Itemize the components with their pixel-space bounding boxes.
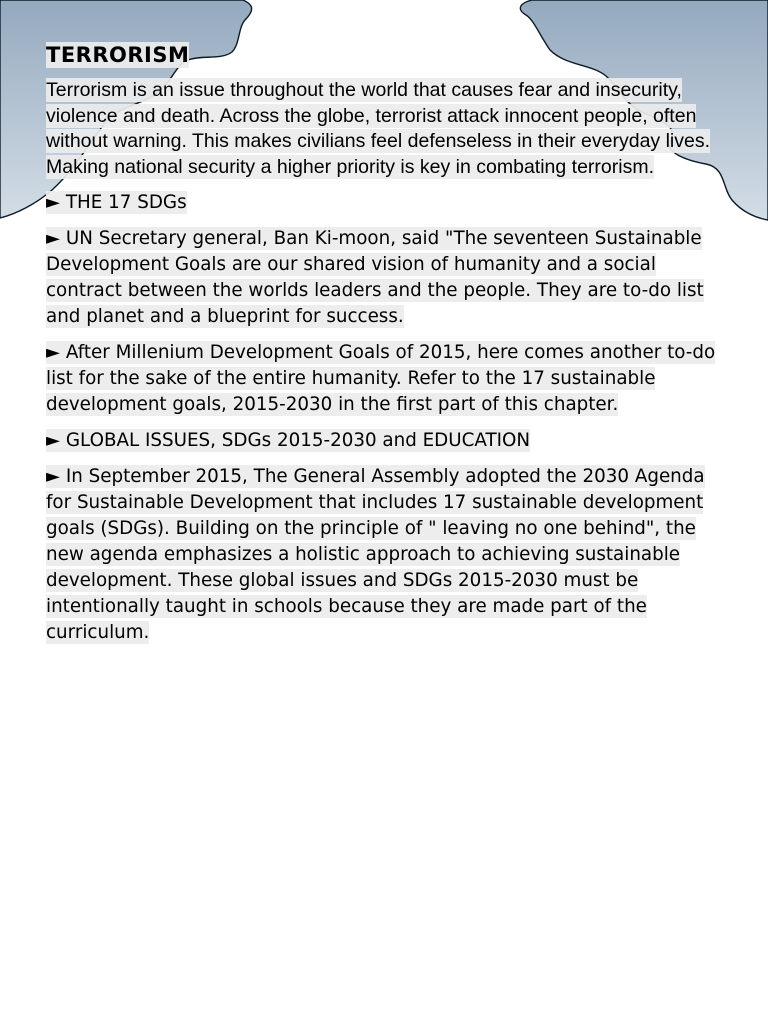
bullet-text: ► GLOBAL ISSUES, SDGs 2015-2030 and EDUCATION — [46, 429, 531, 451]
bullet-item — [46, 226, 726, 330]
intro-text: Terrorism is an issue throughout the world that causes fear and insecurity, violence and death. Across the globe, terrorist attack innocent people, often without warning. This makes civilians feel defenseless in their everyday lives. Making national security a higher priority is key in combating terrorism. — [46, 79, 711, 179]
bullet-item — [46, 464, 726, 646]
bullet-item — [46, 340, 726, 418]
bullet-item — [46, 190, 726, 216]
bullet-text: ► THE 17 SDGs — [46, 191, 187, 213]
intro-paragraph — [46, 78, 726, 181]
bullet-text: ► After Millenium Development Goals of 2015, here comes another to-do list for the sake of the entire humanity. Refer to the 17 sustainable development goals, 2015-2030 in the first part of this chapter. — [46, 341, 716, 415]
bullet-item — [46, 428, 726, 454]
document-title — [46, 40, 726, 70]
document-body — [46, 40, 726, 656]
title-text: TERRORISM — [46, 43, 190, 67]
bullet-text: ► In September 2015, The General Assembly adopted the 2030 Agenda for Sustainable Development that includes 17 sustainable development goals (SDGs). Building on the principle of " leaving no one behind", the new agenda emphasizes a holistic approach to achieving sustainable development. These global issues and SDGs 2015-2030 must be intentionally taught in schools because they are made part of the curriculum. — [46, 465, 705, 643]
bullet-text: ► UN Secretary general, Ban Ki-moon, said "The seventeen Sustainable Development Goals are our shared vision of humanity and a social contract between the worlds leaders and the people. They are to-do list and planet and a blueprint for success. — [46, 227, 704, 327]
